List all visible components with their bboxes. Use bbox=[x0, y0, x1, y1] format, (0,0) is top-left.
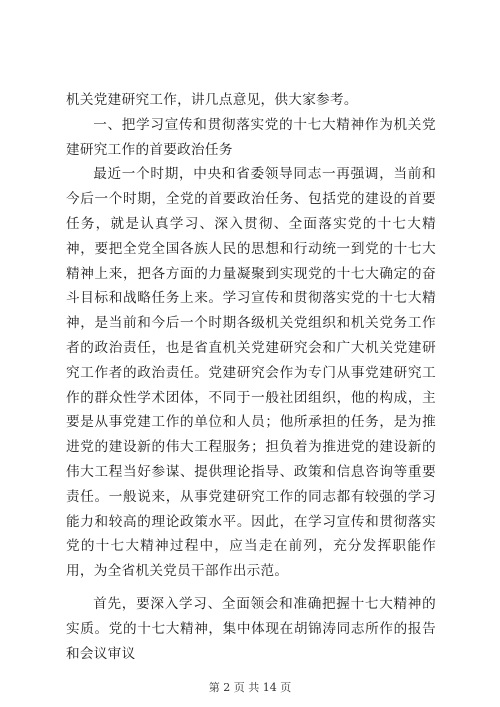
page-footer: 第 2 页 共 14 页 bbox=[208, 681, 292, 694]
section-heading: 一、把学习宣传和贯彻落实党的十七大精神作为机关党建研究工作的首要政治任务 bbox=[66, 116, 436, 158]
paragraph-intro-end: 机关党建研究工作，讲几点意见，供大家参考。 bbox=[66, 92, 358, 108]
document-body bbox=[66, 88, 436, 666]
paragraph-body: 最近一个时期，中央和省委领导同志一再强调，当前和今后一个时期，全党的首要政治任务、包括党的建设的首要任务，就是认真学习、深入贯彻、全面落实党的十七大精神，要把全党全国各族人民的思想和行动统一到党的十七大精神上来，把各方面的力量凝聚到实现党的十七大确定的奋斗目标和战略任务上来。学习宣传和贯彻落实党的十七大精神，是当前和今后一个时期各级机关党组织和机关党务工作者的政治责任，也是省直机关党建研究会和广大机关党建研究工作者的政治责任。党建研究会作为专门从事党建研究工作的群众性学术团体，不同于一般社团组织，他的构成，主要是从事党建工作的单位和人员；他所承担的任务，是为推进党的建设新的伟大工程服务；担负着为推进党的建设新的伟大工程当好参谋、提供理论指导、政策和信息咨询等重要责任。一般说来，从事党建研究工作的同志都有较强的学习能力和较高的理论政策水平。因此，在学习宣传和贯彻落实党的十七大精神过程中，应当走在前列，充分发挥职能作用，为全省机关党员干部作出示范。 bbox=[66, 166, 436, 580]
paragraph-first-point: 首先，要深入学习、全面领会和准确把握十七大精神的实质。党的十七大精神，集中体现在胡锦涛同志所作的报告和会议审议 bbox=[66, 595, 436, 662]
